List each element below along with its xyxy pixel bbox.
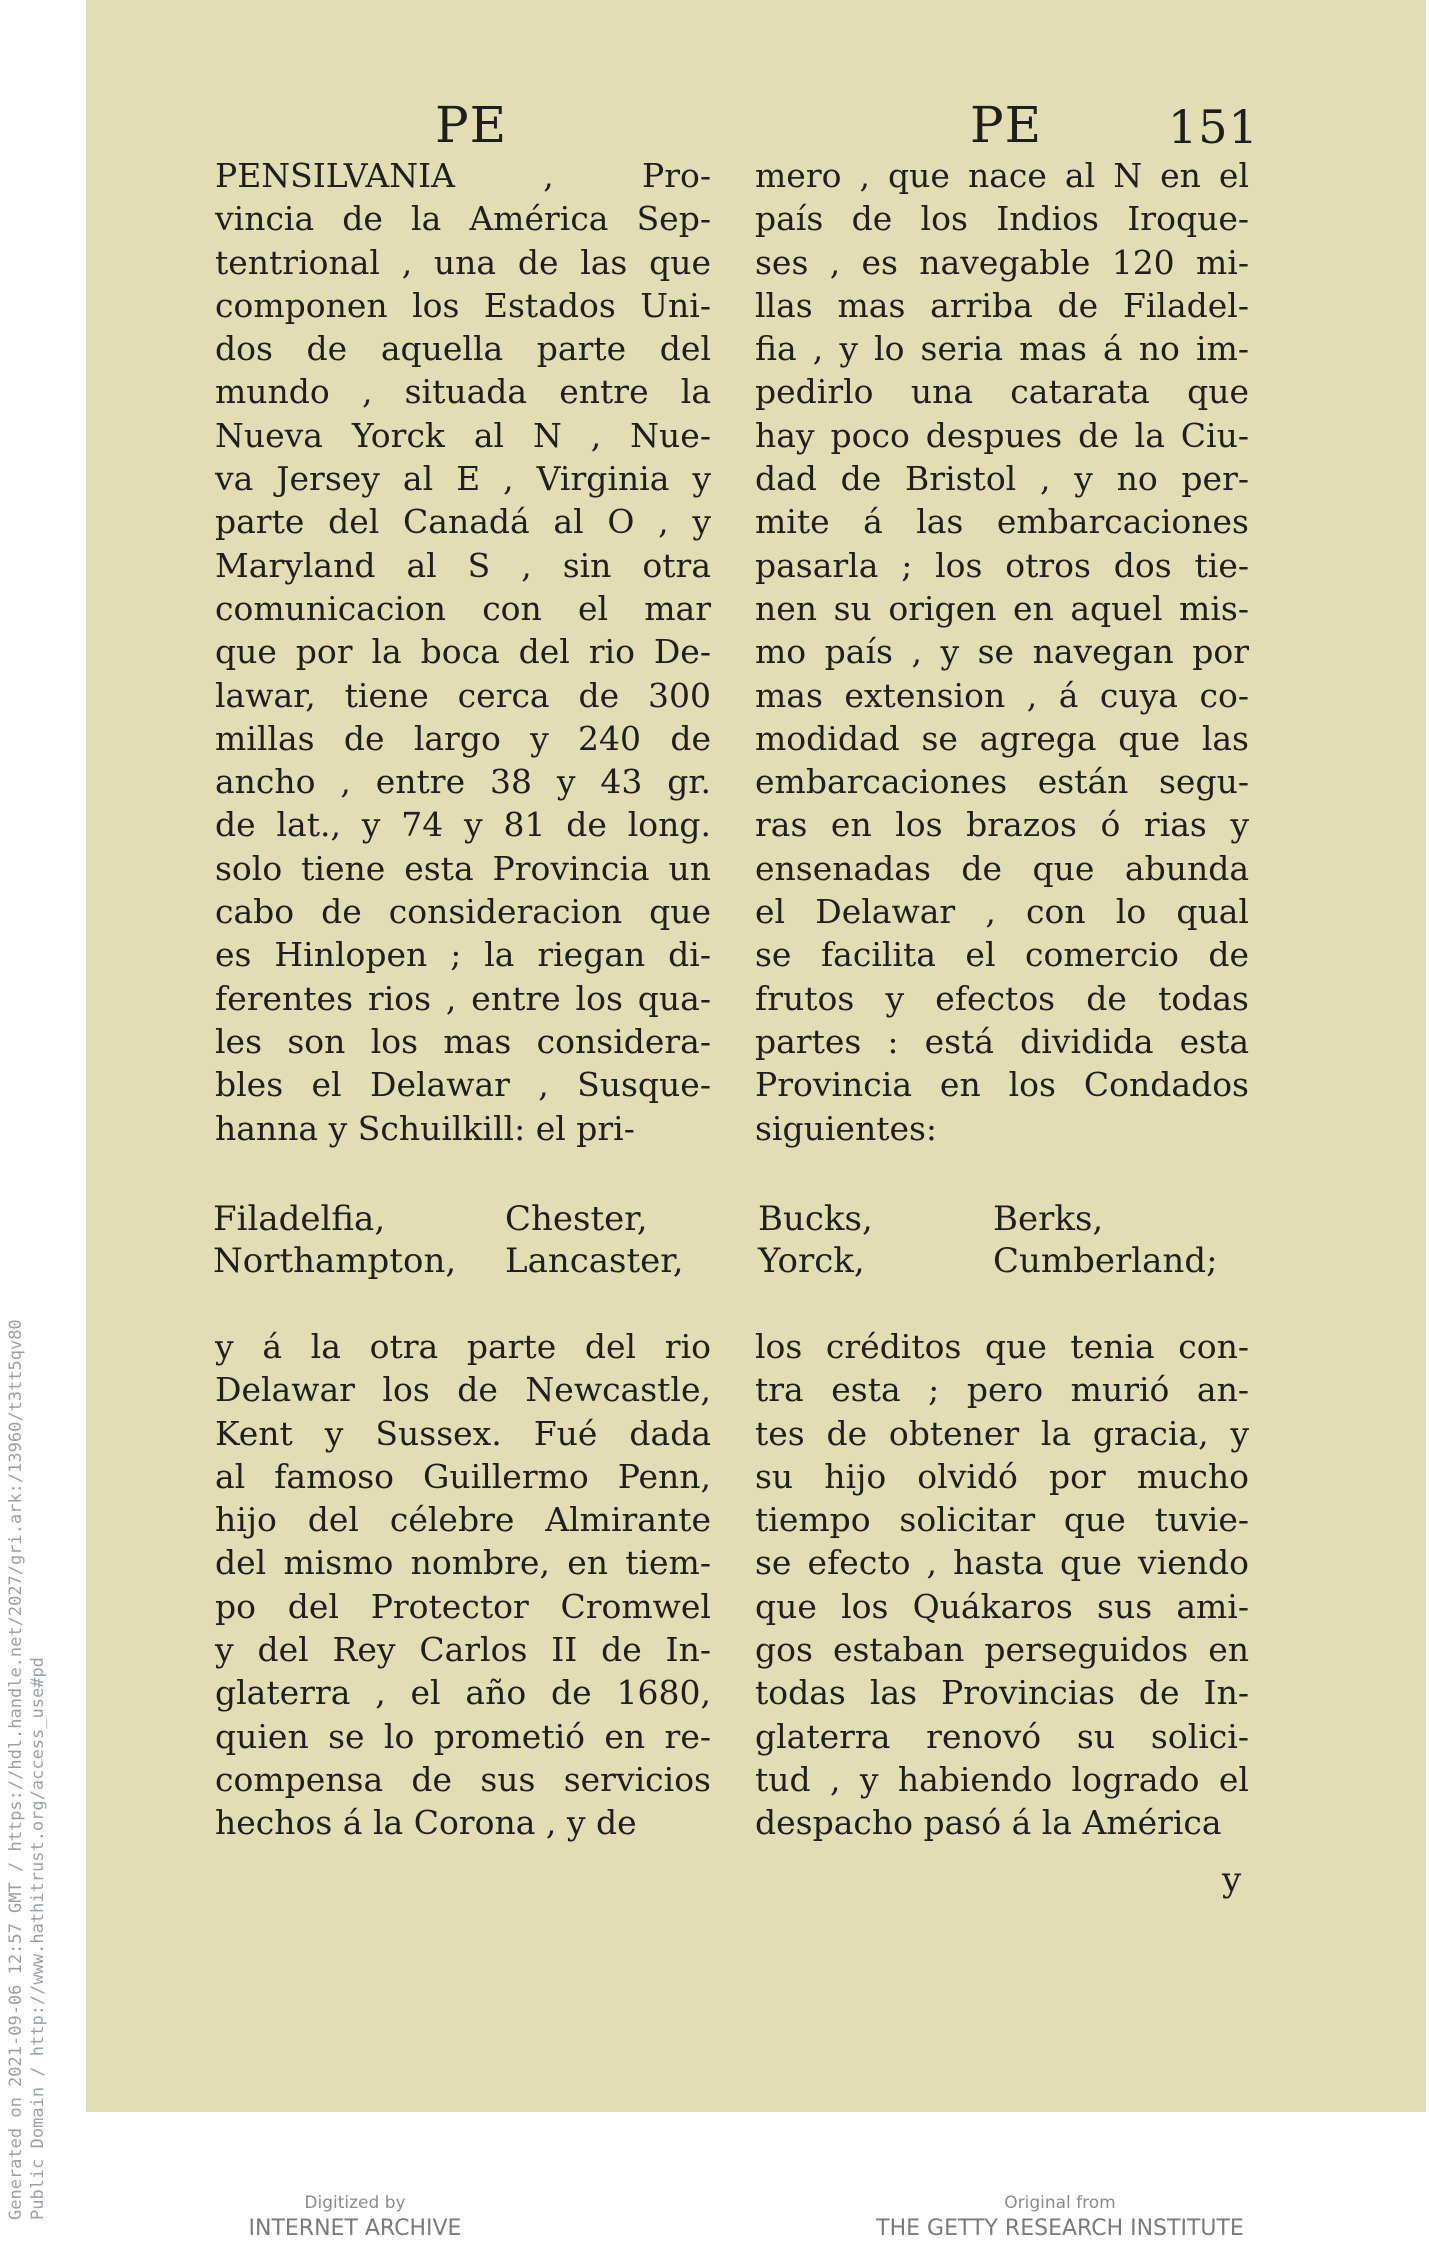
- text-line: componen los Estados Uni-: [215, 285, 711, 325]
- text-line: mero , que nace al N en el: [755, 156, 1249, 195]
- text-line: les son los mas considera-: [215, 1021, 711, 1061]
- page-number: 151: [1168, 100, 1259, 154]
- text-line: ancho , entre 38 y 43 gr.: [215, 762, 711, 802]
- text-line: solo tiene esta Provincia un: [215, 848, 711, 888]
- text-line: cabo de consideracion que: [215, 892, 711, 932]
- text-line: que por la boca del rio De-: [215, 632, 711, 672]
- text-line: modidad se agrega que las: [755, 718, 1249, 758]
- text-line: los créditos que tenia con-: [755, 1327, 1249, 1366]
- footer-label: Digitized by: [304, 2193, 406, 2213]
- text-line: dos de aquella parte del: [215, 329, 711, 369]
- text-line: ses , es navegable 120 mi-: [755, 242, 1249, 282]
- text-line: embarcaciones están segu-: [755, 762, 1249, 802]
- text-line: dad de Bristol , y no per-: [755, 459, 1249, 499]
- text-line: Provincia en los Condados: [755, 1065, 1249, 1105]
- internet-archive-logo-text: INTERNET ARCHIVE: [248, 2216, 462, 2241]
- text-line: mo país , y se navegan por: [755, 632, 1249, 672]
- text-line: país de los Indios Iroque-: [755, 199, 1249, 239]
- catchword: y: [1222, 1860, 1242, 1900]
- text-line: pasarla ; los otros dos tie-: [755, 545, 1249, 585]
- text-line: llas mas arriba de Filadel-: [755, 285, 1249, 325]
- text-line: siguientes:: [755, 1108, 938, 1148]
- text-line: ferentes rios , entre los qua-: [215, 978, 711, 1018]
- text-line: quien se lo prometió en re-: [215, 1716, 711, 1756]
- text-line: tes de obtener la gracia, y: [755, 1413, 1249, 1453]
- county-row: [213, 1198, 684, 1240]
- county-name: Filadelfia,: [213, 1199, 386, 1239]
- text-line: despacho pasó á la América: [755, 1803, 1222, 1843]
- county-name: Northampton,: [213, 1241, 457, 1281]
- text-line: Nueva Yorck al N , Nue-: [215, 415, 711, 455]
- county-name: Cumberland;: [993, 1241, 1218, 1281]
- getty-logo-text: THE GETTY RESEARCH INSTITUTE: [876, 2216, 1244, 2241]
- text-line: tud , y habiendo logrado el: [755, 1759, 1249, 1799]
- text-line: glaterra , el año de 1680,: [215, 1673, 711, 1713]
- county-list-left: [213, 1198, 684, 1282]
- text-line: parte del Canadá al O , y: [215, 502, 711, 542]
- text-line: se facilita el comercio de: [755, 935, 1249, 975]
- text-line: de lat., y 74 y 81 de long.: [215, 805, 711, 845]
- stamp-line-public-domain: Public Domain / http://www.hathitrust.org/access_use#pd: [28, 1657, 48, 2220]
- text-line: pedirlo una catarata que: [755, 372, 1249, 412]
- county-row: [213, 1240, 684, 1282]
- text-line: compensa de sus servicios: [215, 1759, 711, 1799]
- text-line: hechos á la Corona , y de: [215, 1803, 637, 1843]
- text-line: hijo del célebre Almirante: [215, 1500, 711, 1540]
- text-line: todas las Provincias de In-: [755, 1673, 1249, 1713]
- text-line: hanna y Schuilkill: el pri-: [215, 1108, 635, 1148]
- text-line: y del Rey Carlos II de In-: [215, 1630, 711, 1670]
- county-list-right: [758, 1198, 1218, 1282]
- text-line: comunicacion con el mar: [215, 588, 711, 628]
- text-line: ensenadas de que abunda: [755, 848, 1249, 888]
- text-line: po del Protector Cromwel: [215, 1586, 711, 1626]
- column-right-top: [755, 154, 1249, 1150]
- text-line: hay poco despues de la Ciu-: [755, 415, 1249, 455]
- text-line: tentrional , una de las que: [215, 242, 711, 282]
- text-line: el Delawar , con lo qual: [755, 892, 1249, 932]
- text-line: PENSILVANIA , Pro-: [215, 156, 711, 195]
- text-line: su hijo olvidó por mucho: [755, 1456, 1249, 1496]
- county-name: Chester,: [505, 1199, 648, 1239]
- text-line: del mismo nombre, en tiem-: [215, 1543, 711, 1583]
- text-line: vincia de la América Sep-: [215, 199, 711, 239]
- footer-label: Original from: [1004, 2193, 1116, 2213]
- text-line: mite á las embarcaciones: [755, 502, 1249, 542]
- stamp-line-generated: Generated on 2021-09-06 12:57 GMT / https://hdl.handle.net/2027/gri.ark:/13960/t3tt5qv80: [6, 1319, 26, 2220]
- county-row: [758, 1198, 1218, 1240]
- hathitrust-stamp: [4, 1100, 48, 2220]
- text-line: ras en los brazos ó rias y: [755, 805, 1249, 845]
- county-name: Yorck,: [758, 1241, 865, 1281]
- text-line: millas de largo y 240 de: [215, 718, 711, 758]
- text-line: mas extension , á cuya co-: [755, 675, 1249, 715]
- text-line: partes : está dividida esta: [755, 1021, 1249, 1061]
- text-line: va Jersey al E , Virginia y: [215, 459, 711, 499]
- text-line: y á la otra parte del rio: [215, 1327, 711, 1366]
- county-name: Bucks,: [758, 1199, 873, 1239]
- county-name: Lancaster,: [505, 1241, 684, 1281]
- text-line: Kent y Sussex. Fué dada: [215, 1413, 711, 1453]
- footer-digitized-by: [200, 2192, 510, 2244]
- running-header-right: PE: [970, 96, 1043, 154]
- running-header-left: PE: [435, 96, 508, 154]
- text-line: se efecto , hasta que viendo: [755, 1543, 1249, 1583]
- text-line: Maryland al S , sin otra: [215, 545, 711, 585]
- text-line: frutos y efectos de todas: [755, 978, 1249, 1018]
- text-line: que los Quákaros sus ami-: [755, 1586, 1249, 1626]
- text-line: es Hinlopen ; la riegan di-: [215, 935, 711, 975]
- column-right-bottom: [755, 1325, 1249, 1845]
- county-name: Berks,: [993, 1199, 1104, 1239]
- text-line: mundo , situada entre la: [215, 372, 711, 412]
- text-line: fia , y lo seria mas á no im-: [755, 329, 1249, 369]
- text-line: tra esta ; pero murió an-: [755, 1370, 1249, 1410]
- text-line: Delawar los de Newcastle,: [215, 1370, 711, 1410]
- text-line: bles el Delawar , Susque-: [215, 1065, 711, 1105]
- text-line: al famoso Guillermo Penn,: [215, 1456, 711, 1496]
- footer-original-from: [860, 2192, 1260, 2244]
- text-line: lawar, tiene cerca de 300: [215, 675, 711, 715]
- text-line: tiempo solicitar que tuvie-: [755, 1500, 1249, 1540]
- county-row: [758, 1240, 1218, 1282]
- text-line: nen su origen en aquel mis-: [755, 588, 1249, 628]
- text-line: gos estaban perseguidos en: [755, 1630, 1249, 1670]
- column-left-top: [215, 154, 711, 1150]
- text-line: glaterra renovó su solici-: [755, 1716, 1249, 1756]
- column-left-bottom: [215, 1325, 711, 1845]
